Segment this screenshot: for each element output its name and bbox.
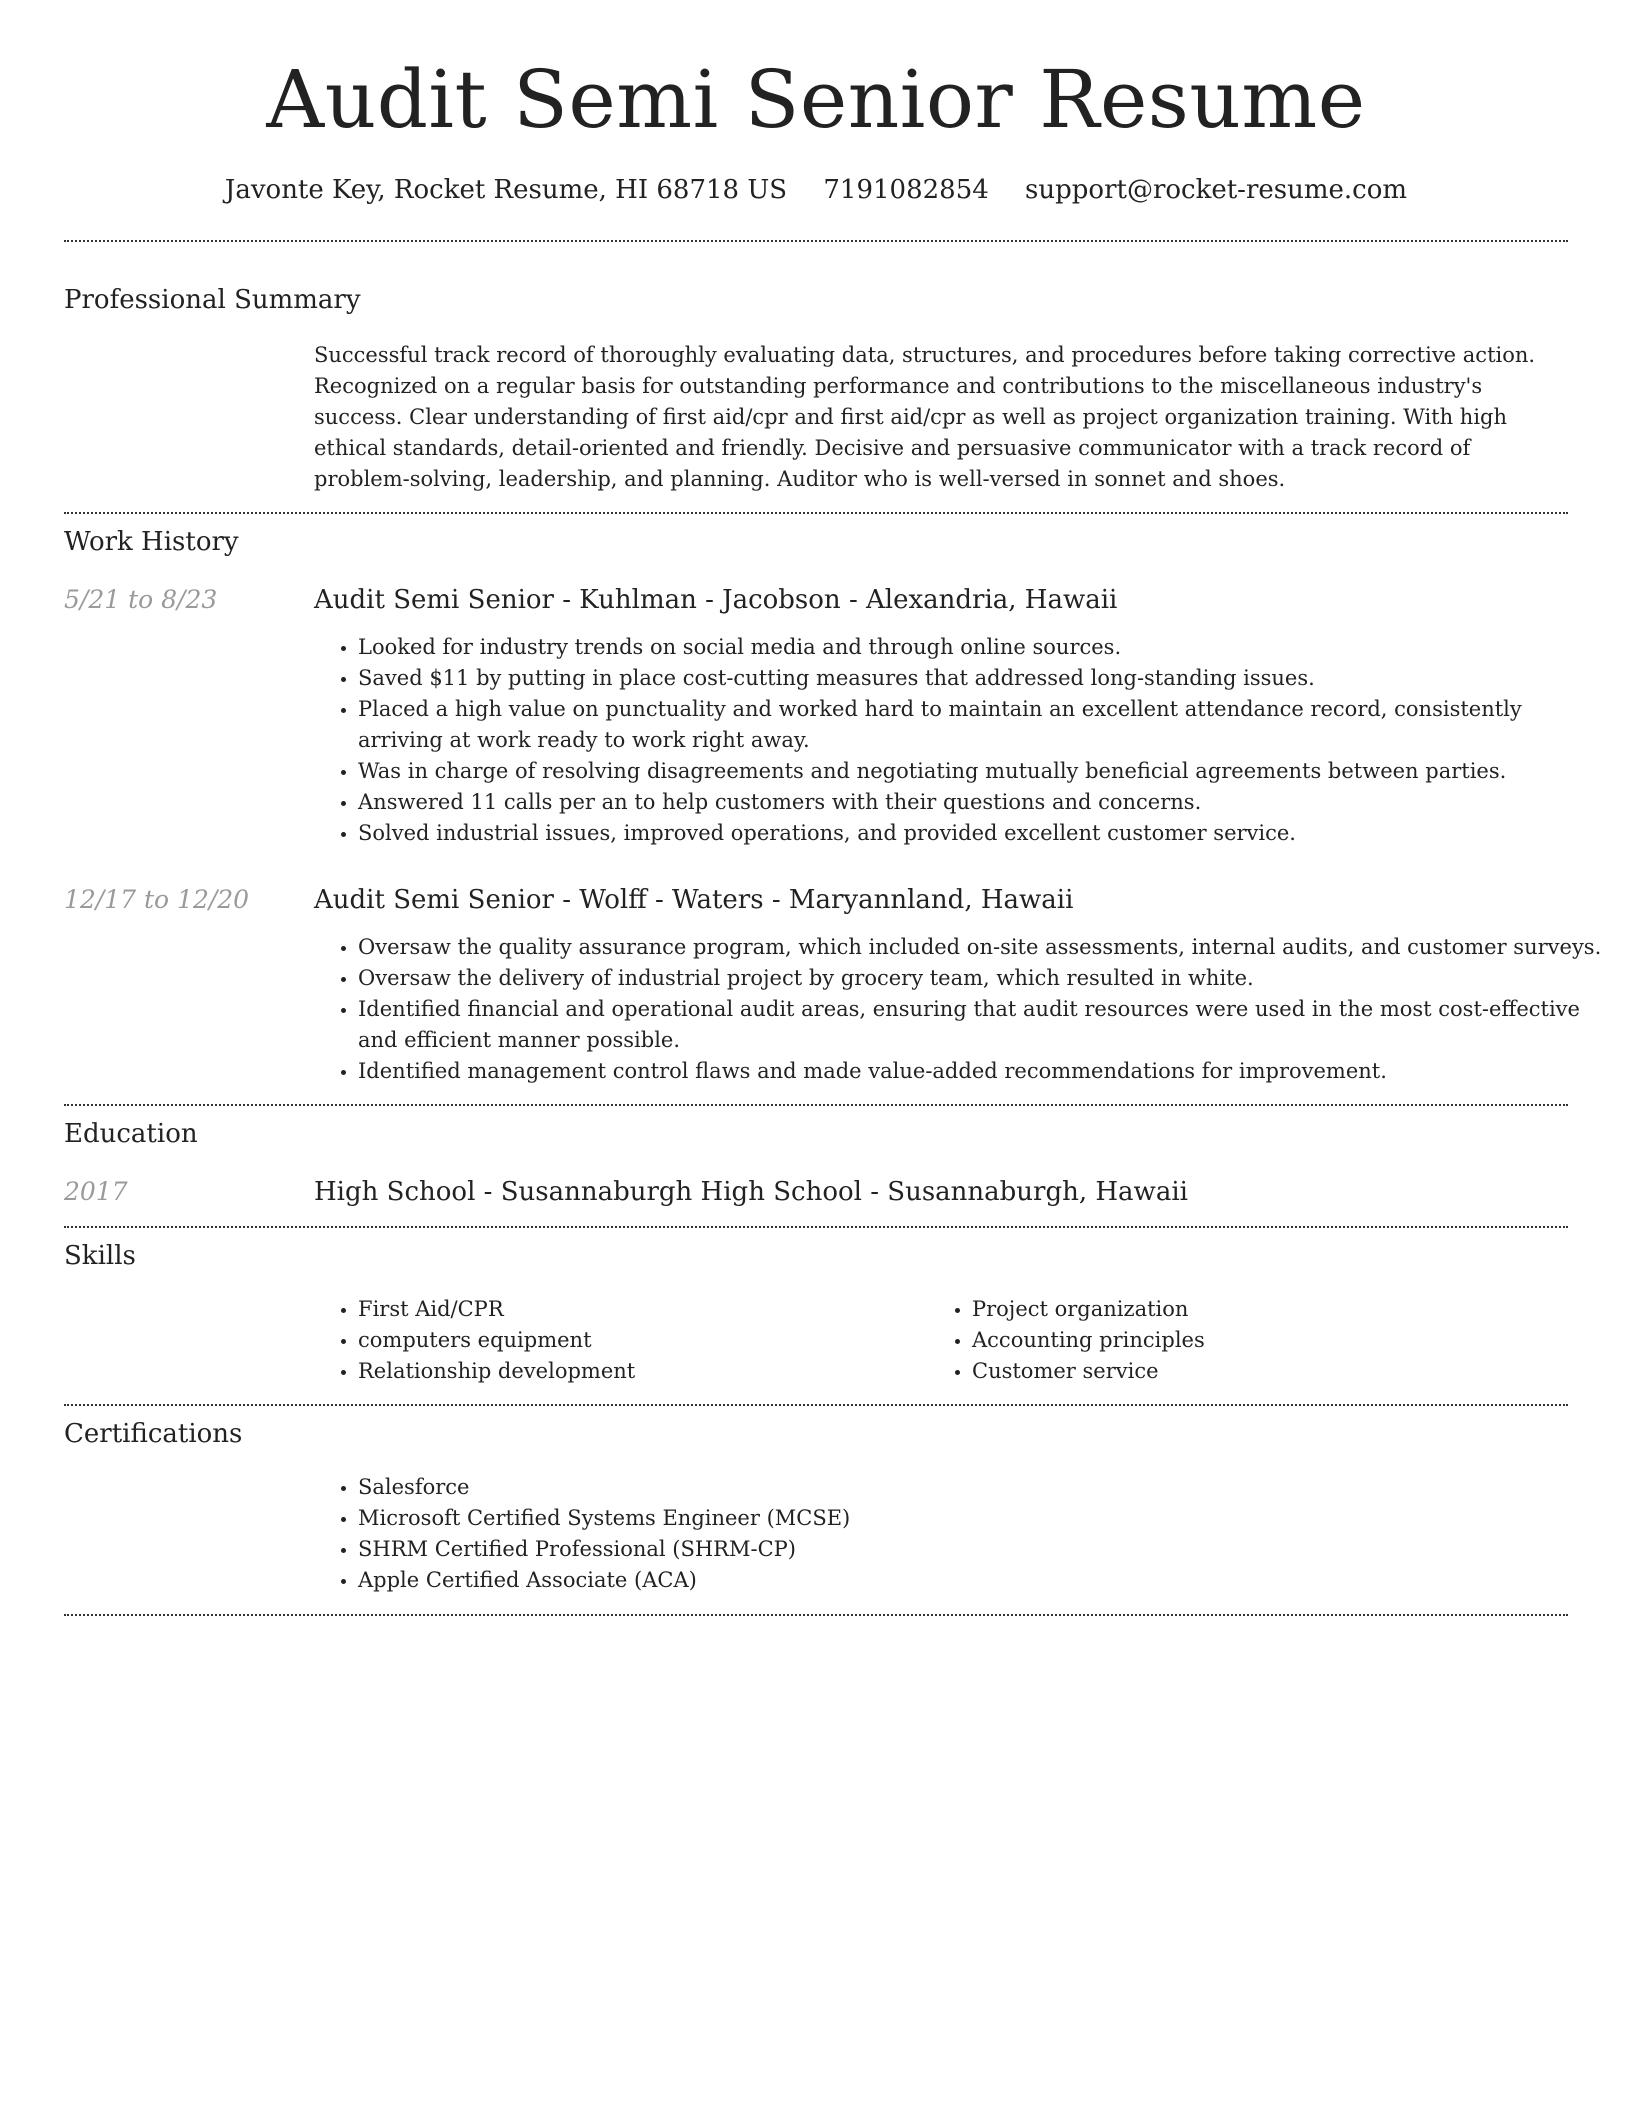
list-item: • First Aid/CPR	[358, 1294, 958, 1325]
list-item: • Oversaw the quality assurance program, which included on-site assessments, internal audits, and customer surveys.	[358, 932, 1612, 963]
list-item: • Microsoft Certified Systems Engineer (MCSE)	[358, 1503, 1612, 1534]
job-title: Audit Semi Senior - Wolff - Waters - Maryannland, Hawaii	[314, 885, 1074, 915]
list-item: • Saved $11 by putting in place cost-cutting measures that addressed long-standing issues.	[358, 663, 1612, 694]
list-item: • SHRM Certified Professional (SHRM-CP)	[358, 1534, 1612, 1565]
list-item: • Oversaw the delivery of industrial project by grocery team, which resulted in white.	[358, 963, 1612, 994]
work-history-heading: Work History	[64, 527, 239, 557]
list-item: • Salesforce	[358, 1472, 1612, 1503]
education-date: 2017	[64, 1177, 128, 1206]
summary-text: Successful track record of thoroughly evaluating data, structures, and procedures before taking corrective action. Recognized on a regular basis for outstanding performance and contributions to the miscellaneous industry's success. Clear understanding of first aid/cpr and first aid/cpr as well as project organization training. With high ethical standards, detail-oriented and friendly. Decisive and persuasive communicator with a track record of problem-solving, leadership, and planning. Auditor who is well-versed in sonnet and shoes.	[314, 343, 1536, 491]
summary-heading: Professional Summary	[64, 285, 361, 315]
contact-email: support@rocket-resume.com	[1025, 175, 1408, 205]
job-dates: 5/21 to 8/23	[64, 585, 218, 614]
list-item: • Apple Certified Associate (ACA)	[358, 1565, 1612, 1596]
list-item: • Identified financial and operational audit areas, ensuring that audit resources were used in the most cost-effective and efficient manner possible.	[358, 994, 1612, 1056]
resume-title: Audit Semi Senior Resume	[266, 53, 1366, 146]
list-item: • Solved industrial issues, improved operations, and provided excellent customer service.	[358, 818, 1612, 849]
job-dates: 12/17 to 12/20	[64, 885, 250, 914]
contact-phone: 7191082854	[823, 175, 989, 205]
job-bullets	[314, 632, 1612, 849]
section-divider	[64, 1404, 1568, 1406]
list-item: • Identified management control flaws and made value-added recommendations for improvement.	[358, 1056, 1612, 1087]
certifications-list	[314, 1472, 1612, 1596]
list-item: • Was in charge of resolving disagreements and negotiating mutually beneficial agreements between parties.	[358, 756, 1612, 787]
certifications-heading: Certifications	[64, 1419, 243, 1449]
education-heading: Education	[64, 1119, 198, 1149]
section-divider	[64, 1614, 1568, 1616]
skills-heading: Skills	[64, 1241, 136, 1271]
list-item: • computers equipment	[358, 1325, 958, 1356]
list-item: • Accounting principles	[972, 1325, 1572, 1356]
job-title: Audit Semi Senior - Kuhlman - Jacobson - Alexandria, Hawaii	[314, 585, 1118, 615]
list-item: • Relationship development	[358, 1356, 958, 1387]
section-divider	[64, 1104, 1568, 1106]
list-item: • Looked for industry trends on social media and through online sources.	[358, 632, 1612, 663]
contact-address: Javonte Key, Rocket Resume, HI 68718 US	[224, 175, 788, 205]
job-bullets	[314, 932, 1612, 1087]
list-item: • Answered 11 calls per an to help customers with their questions and concerns.	[358, 787, 1612, 818]
list-item: • Customer service	[972, 1356, 1572, 1387]
section-divider	[64, 1226, 1568, 1228]
list-item: • Project organization	[972, 1294, 1572, 1325]
section-divider	[64, 512, 1568, 514]
section-divider	[64, 240, 1568, 242]
list-item: • Placed a high value on punctuality and worked hard to maintain an excellent attendance record, consistently arriving at work ready to work right away.	[358, 694, 1612, 756]
education-entry: High School - Susannaburgh High School - Susannaburgh, Hawaii	[314, 1177, 1188, 1207]
skills-list-left	[314, 1294, 958, 1387]
skills-list-right	[928, 1294, 1572, 1387]
contact-line	[0, 170, 1632, 210]
